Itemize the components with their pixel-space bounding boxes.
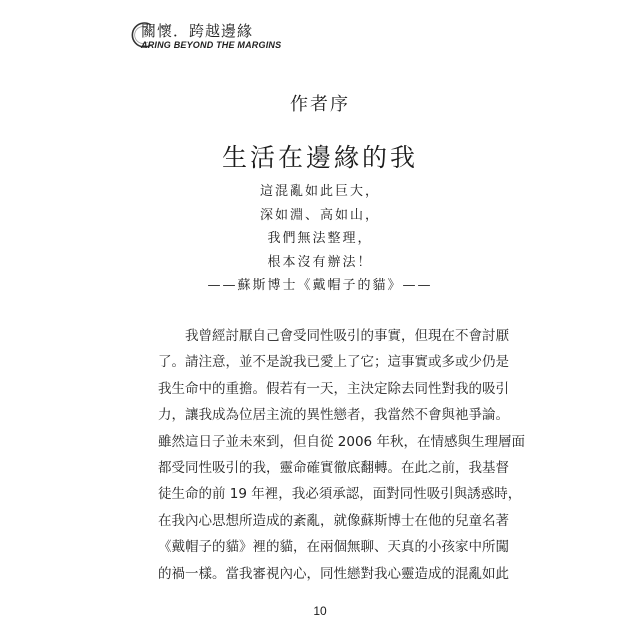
header-title-zh: 關懷．跨越邊緣 — [141, 22, 254, 40]
quote-attribution: ——蘇斯博士《戴帽子的貓》—— — [207, 278, 433, 293]
body-paragraph — [158, 323, 525, 587]
body-line: 雖然這日子並未來到，但自從 2006 年秋，在情感與生理層面 — [158, 433, 525, 450]
page-number: 10 — [313, 604, 327, 618]
body-line: 在我內心思想所造成的紊亂，就像蘇斯博士在他的兒童名著 — [158, 512, 509, 529]
body-line: 我生命中的重擔。假若有一天，主決定除去同性對我的吸引 — [158, 380, 509, 397]
chapter-title: 生活在邊緣的我 — [221, 143, 418, 172]
header-title-en: ARING BEYOND THE MARGINS — [141, 40, 282, 50]
quote-line: 這混亂如此巨大， — [259, 184, 380, 199]
body-line: 力，讓我成為位居主流的異性戀者，我當然不會與祂爭論。 — [158, 407, 509, 424]
quote-line: 我們無法整理， — [267, 231, 373, 246]
body-line: 了。請注意，並不是說我已愛上了它；這事實或多或少仍是 — [158, 354, 509, 371]
body-line: 徒生命的前 19 年裡，我必須承認，面對同性吸引與誘惑時， — [158, 486, 522, 503]
book-header — [127, 14, 327, 54]
body-line: 我曾經討厭自己會受同性吸引的事實，但現在不會討厭 — [185, 328, 509, 344]
body-line: 的禍一樣。當我審視內心，同性戀對我心靈造成的混亂如此 — [158, 565, 509, 582]
quote-line: 深如淵、高如山， — [259, 207, 380, 223]
preface-label: 作者序 — [290, 94, 350, 115]
epigraph-quote — [0, 180, 640, 298]
body-line: 都受同性吸引的我，靈命確實徹底翻轉。在此之前，我基督 — [158, 459, 509, 476]
quote-line: 根本沒有辦法！ — [267, 254, 373, 270]
body-line: 《戴帽子的貓》裡的貓，在兩個無聊、天真的小孩家中所闖 — [158, 539, 509, 556]
